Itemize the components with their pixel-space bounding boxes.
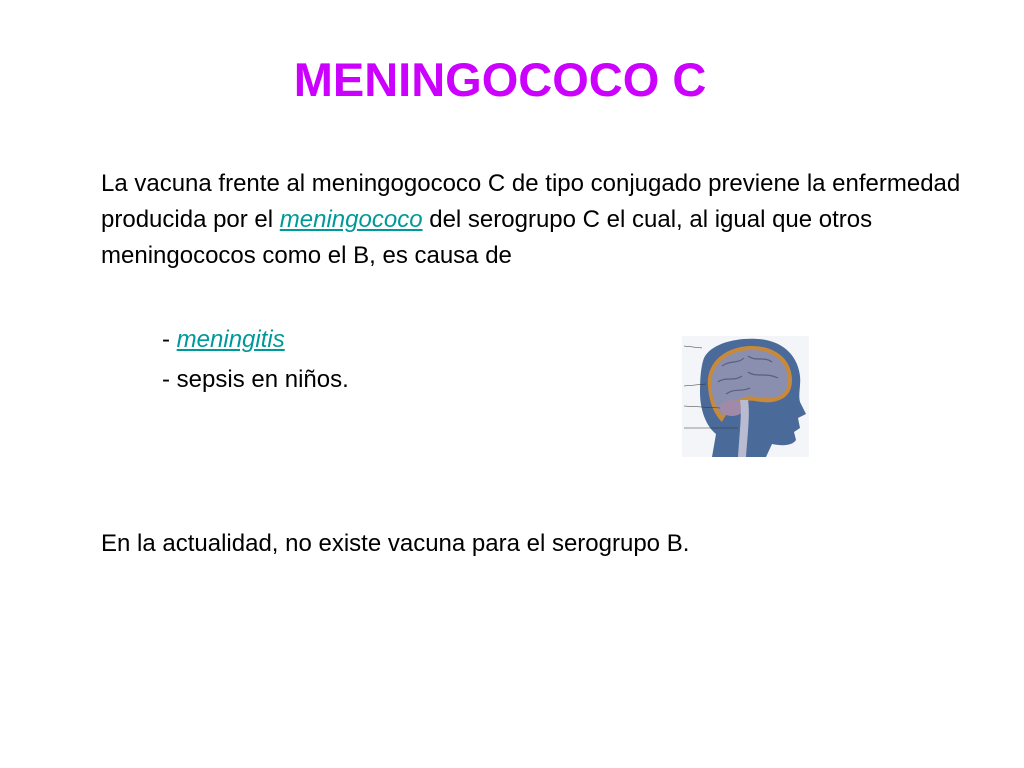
slide-title: MENINGOCOCO C: [293, 53, 707, 106]
intro-text-before-link: La vacuna frente al meningogococo C de tipo conjugado previene la enfermedad producida por el: [101, 170, 961, 233]
bullet-prefix: -: [162, 366, 177, 393]
meningococo-link[interactable]: meningococo: [279, 206, 423, 233]
intro-text-after-link: del serogrupo C el cual, al igual que otros meningococos como el B, es causa de: [101, 206, 873, 269]
closing-text: En la actualidad, no existe vacuna para el serogrupo B.: [101, 530, 690, 557]
bullet-prefix: -: [162, 326, 177, 353]
bullet-item-sepsis: [162, 360, 349, 400]
head-brain-anatomy-icon: [682, 336, 809, 457]
head-anatomy-svg: [682, 336, 809, 457]
intro-paragraph: [101, 166, 981, 274]
meningitis-link[interactable]: meningitis: [176, 326, 285, 353]
bullet-item-meningitis: [162, 320, 349, 360]
bullet-list: [162, 320, 349, 400]
bullet-text: sepsis en niños.: [176, 366, 349, 393]
